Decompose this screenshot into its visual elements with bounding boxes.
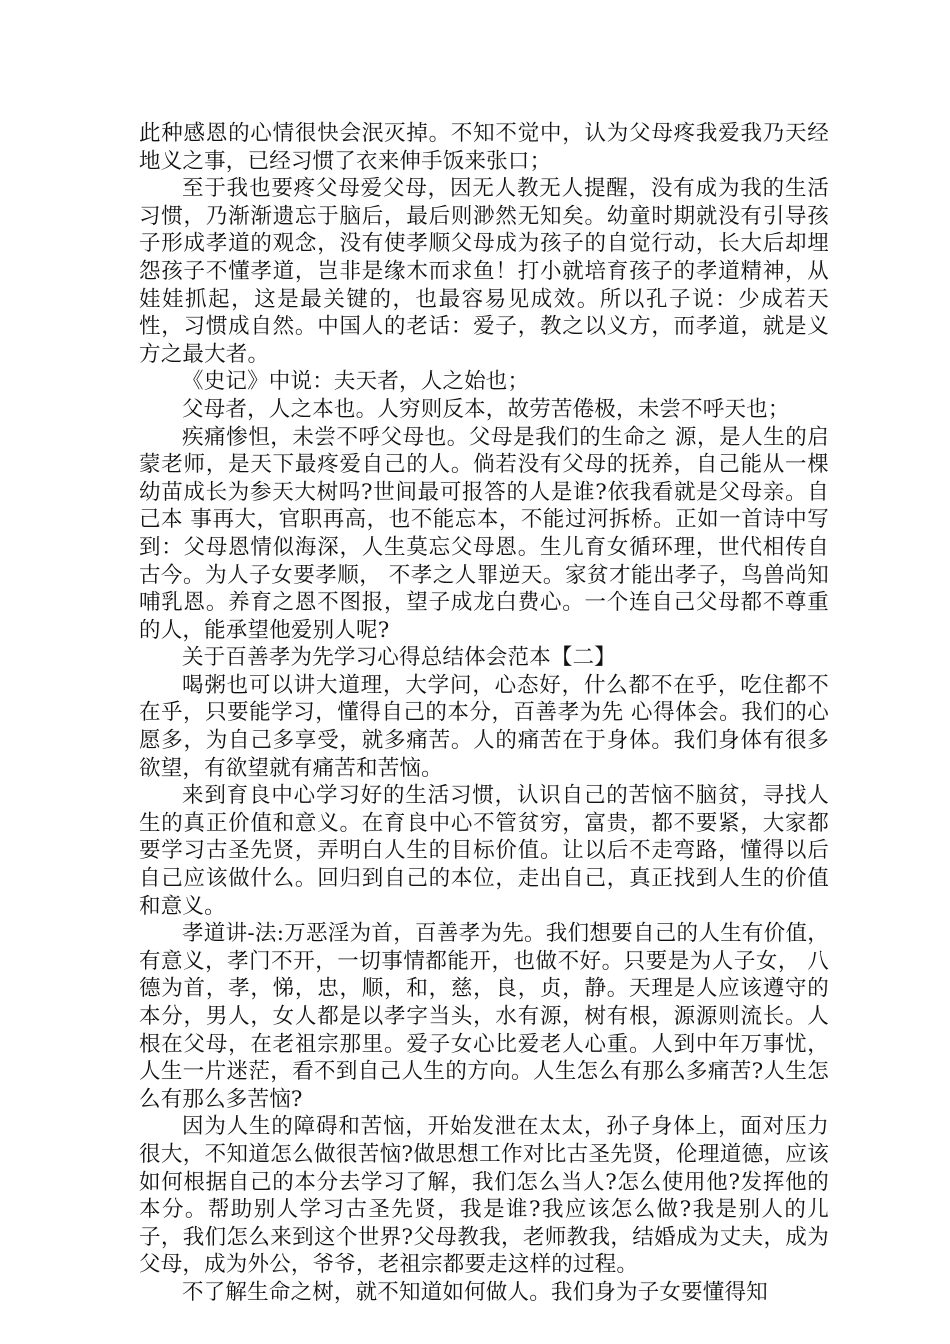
paragraph-6: 喝粥也可以讲大道理，大学问，心态好，什么都不在乎，吃住都不在乎，只要能学习，懂得自己的本分，百善孝为先 心得体会。我们的心愿多，为自己多享受，就多痛苦。人的痛苦在于身体。我们身体有很多欲望，有欲望就有痛苦和苦恼。: [139, 672, 829, 781]
paragraph-3: 《史记》中说：夫天者，人之始也；: [182, 369, 530, 395]
section-heading: 关于百善孝为先学习心得总结体会范本【二】: [182, 645, 617, 671]
paragraph-9: 因为人生的障碍和苦恼，开始发泄在太太，孙子身体上，面对压力很大，不知道怎么做很苦恼?做思想工作对比古圣先贤，伦理道德，应该如何根据自己的本分去学习了解，我们怎么当人?怎么使用他?发挥他的本分。帮助别人学习古圣先贤，我是谁?我应该怎么做?我是别人的儿子，我们怎么来到这个世界?父母教我，老师教我，结婚成为丈夫，成为父母，成为外公，爷爷，老祖宗都要走这样的过程。: [139, 1114, 829, 1278]
paragraph-4: 父母者，人之本也。人穷则反本，故劳苦倦极，未尝不呼天也；: [182, 396, 790, 422]
paragraph-8: 孝道讲-法:万恶淫为首，百善孝为先。我们想要自己的人生有价值，有意义，孝门不开，一切事情都能开，也做不好。只要是为人子女， 八德为首，孝，悌，忠，顺，和，慈，良，贞，静。天理是人应该遵守的本分，男人，女人都是以孝字当头，水有源，树有根，源源则流长。人根在父母，在老祖宗那里。爱子女心比爱老人心重。人到中年万事忧，人生一片迷茫，看不到自己人生的方向。人生怎么有那么多痛苦?人生怎么有那么多苦恼?: [139, 921, 829, 1112]
document-body: [139, 120, 829, 1307]
paragraph-2: 至于我也要疼父母爱父母，因无人教无人提醒，没有成为我的生活习惯，乃渐渐遗忘于脑后，最后则渺然无知矣。幼童时期就没有引导孩子形成孝道的观念，没有使孝顺父母成为孩子的自觉行动，长大后却埋怨孩子不懂孝道，岂非是缘木而求鱼！打小就培育孩子的孝道精神，从娃娃抓起，这是最关键的，也最容易见成效。所以孔子说：少成若天性，习惯成自然。中国人的老话：爱子，教之以义方，而孝道，就是义方之最大者。: [139, 176, 829, 367]
paragraph-7: 来到育良中心学习好的生活习惯，认识自己的苦恼不脑贫，寻找人生的真正价值和意义。在育良中心不管贫穷，富贵，都不要紧，大家都要学习古圣先贤，弄明白人生的目标价值。让以后不走弯路，懂得以后自己应该做什么。回归到自己的本位，走出自己，真正找到人生的价值和意义。: [139, 783, 829, 919]
paragraph-1: 此种感恩的心情很快会泯灭掉。不知不觉中，认为父母疼我爱我乃天经地义之事，已经习惯了衣来伸手饭来张口；: [139, 121, 829, 174]
paragraph-5: 疾痛惨怛，未尝不呼父母也。父母是我们的生命之 源，是人生的启蒙老师，是天下最疼爱自己的人。倘若没有父母的抚养，自己能从一棵幼苗成长为参天大树吗?世间最可报答的人是谁?依我看就是父母亲。自己本 事再大，官职再高，也不能忘本，不能过河拆桥。正如一首诗中写到：父母恩情似海深，人生莫忘父母恩。生儿育女循环理，世代相传自古今。为人子女要孝顺， 不孝之人罪逆天。家贫才能出孝子，鸟兽尚知哺乳恩。养育之恩不图报，望子成龙白费心。一个连自己父母都不尊重的人，能承望他爱别人呢?: [139, 424, 829, 643]
paragraph-10: 不了解生命之树，就不知道如何做人。我们身为子女要懂得知: [182, 1279, 768, 1305]
